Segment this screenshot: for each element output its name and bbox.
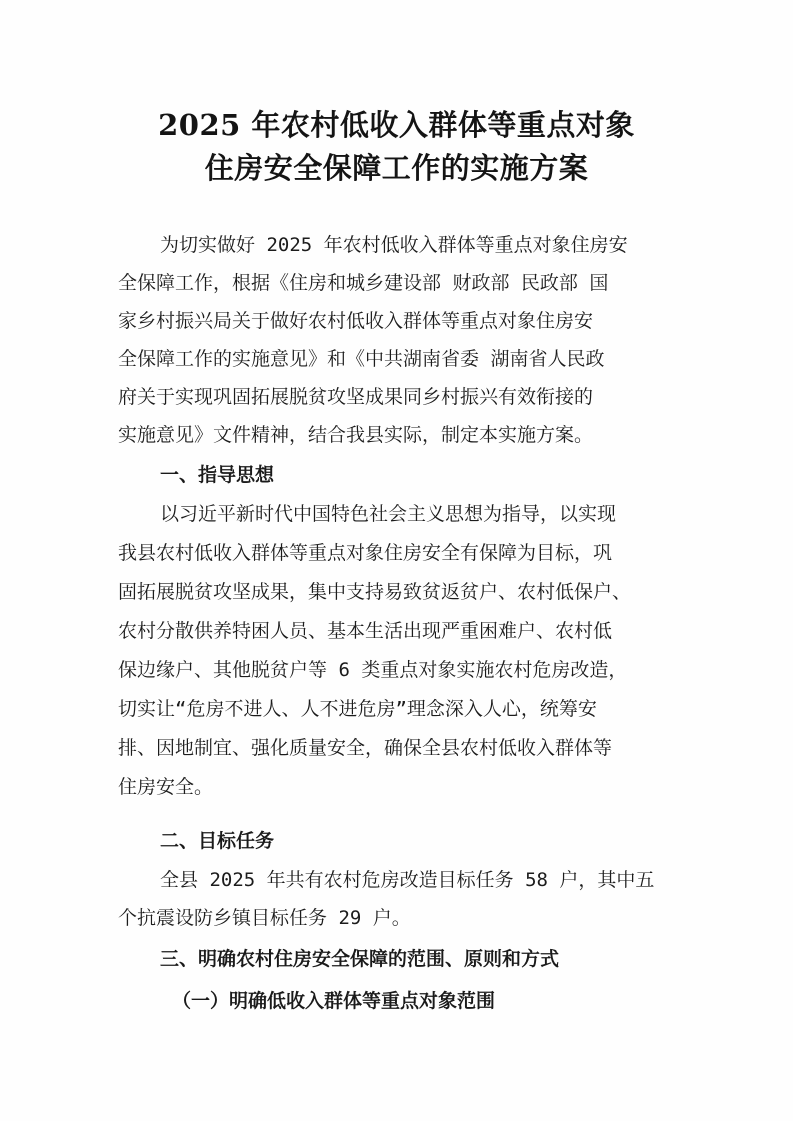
section1-paragraph-line: 以习近平新时代中国特色社会主义思想为指导，以实现 xyxy=(160,503,617,525)
section1-paragraph-line: 我县农村低收入群体等重点对象住房安全有保障为目标，巩 xyxy=(118,542,613,564)
section-heading-scope-principles: 三、明确农村住房安全保障的范围、原则和方式 xyxy=(160,948,560,970)
document-title-line-2: 住房安全保障工作的实施方案 xyxy=(204,151,589,185)
intro-paragraph-line: 全保障工作，根据《住房和城乡建设部 财政部 民政部 国 xyxy=(118,272,609,294)
intro-paragraph-line: 为切实做好 2025 年农村低收入群体等重点对象住房安 xyxy=(160,234,628,256)
section1-paragraph-line: 保边缘户、其他脱贫户等 6 类重点对象实施农村危房改造， xyxy=(118,659,628,681)
section1-paragraph-line: 固拓展脱贫攻坚成果，集中支持易致贫返贫户、农村低保户、 xyxy=(118,581,632,603)
subsection-heading-low-income-scope: （一）明确低收入群体等重点对象范围 xyxy=(172,990,496,1012)
intro-paragraph-line: 府关于实现巩固拓展脱贫攻坚成果同乡村振兴有效衔接的 xyxy=(118,386,594,408)
intro-paragraph-line: 家乡村振兴局关于做好农村低收入群体等重点对象住房安 xyxy=(118,310,594,332)
section1-paragraph-line: 农村分散供养特困人员、基本生活出现严重困难户、农村低 xyxy=(118,620,613,642)
section2-paragraph-line: 全县 2025 年共有农村危房改造目标任务 58 户，其中五 xyxy=(160,869,655,891)
intro-paragraph-line: 实施意见》文件精神，结合我县实际，制定本实施方案。 xyxy=(118,424,594,446)
document-title-line-1: 2025 年农村低收入群体等重点对象 xyxy=(158,108,635,142)
section2-paragraph-line: 个抗震设防乡镇目标任务 29 户。 xyxy=(118,907,411,929)
section-heading-guiding-ideology: 一、指导思想 xyxy=(160,464,275,486)
section1-paragraph-line: 住房安全。 xyxy=(118,776,214,798)
intro-paragraph-line: 全保障工作的实施意见》和《中共湖南省委 湖南省人民政 xyxy=(118,348,605,370)
section1-paragraph-line: 切实让“危房不进人、人不进危房”理念深入人心，统筹安 xyxy=(118,698,597,720)
section1-paragraph-line: 排、因地制宜、强化质量安全，确保全县农村低收入群体等 xyxy=(118,737,613,759)
section-heading-target-tasks: 二、目标任务 xyxy=(160,830,275,852)
